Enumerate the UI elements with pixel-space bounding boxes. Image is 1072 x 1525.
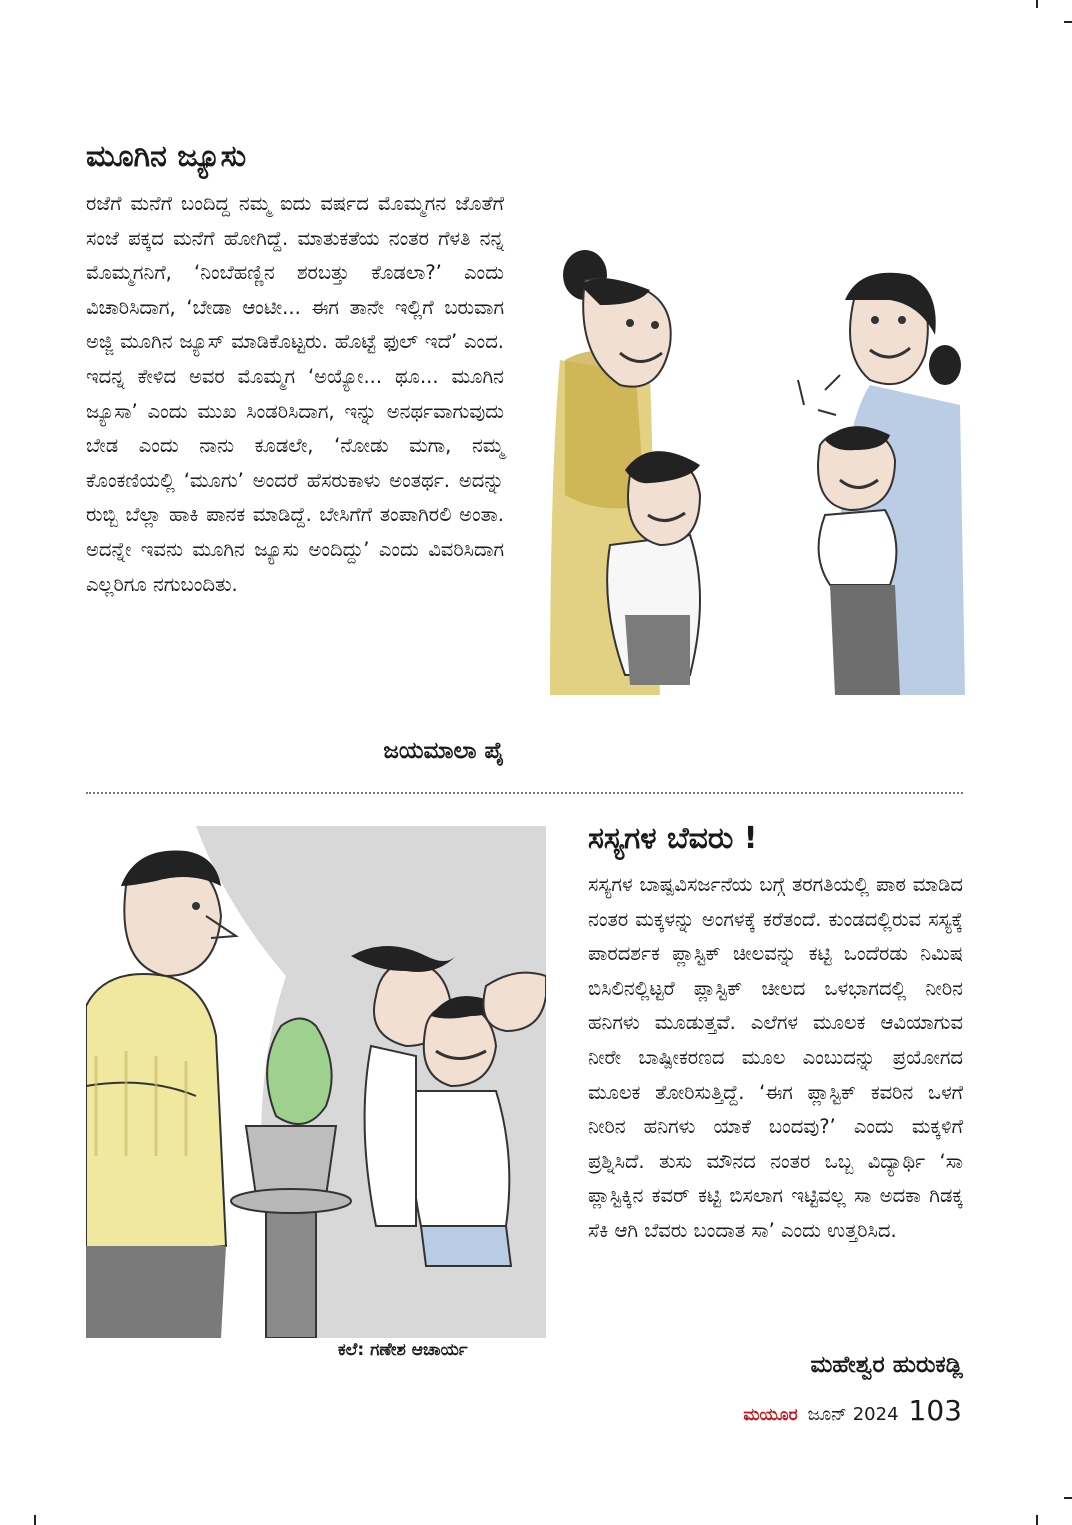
crop-mark <box>1064 1497 1072 1499</box>
story2-title: ಸಸ್ಯಗಳ ಬೆವರು ! <box>588 821 758 856</box>
crop-mark <box>1064 21 1072 23</box>
section-divider <box>86 792 963 794</box>
story1-author: ಜಯಮಾಲಾ ಪೈ <box>383 738 504 764</box>
crop-mark <box>1036 0 1038 8</box>
story2-author: ಮಹೇಶ್ವರ ಹುರುಕಡ್ಲಿ <box>810 1352 963 1378</box>
illustration-teacher-plant-students <box>86 826 546 1338</box>
page-number: 103 <box>908 1394 962 1427</box>
issue-month-year: ಜೂನ್ 2024 <box>807 1404 899 1425</box>
crop-mark <box>1036 1515 1038 1525</box>
illustration-credit: ಕಲೆ: ಗಣೇಶ ಆಚಾರ್ಯ <box>338 1340 468 1360</box>
child-right-figure <box>818 426 900 695</box>
story2-body: ಸಸ್ಯಗಳ ಬಾಷ್ಪವಿಸರ್ಜನೆಯ ಬಗ್ಗೆ ತರಗತಿಯಲ್ಲಿ ಪಾಠ ಮಾಡಿದ ನಂತರ ಮಕ್ಕಳನ್ನು ಅಂಗಳಕ್ಕೆ ಕರೆತಂದೆ. ಕುಂಡದಲ್ಲಿರುವ ಸಸ್ಯಕ್ಕೆ ಪಾರದರ್ಶಕ ಪ್ಲಾಸ್ಟಿಕ್ ಚೀಲವನ್ನು ಕಟ್ಟಿ ಒಂದೆರಡು ನಿಮಿಷ ಬಿಸಿಲಿನಲ್ಲಿಟ್ಟರೆ ಪ್ಲಾಸ್ಟಿಕ್ ಚೀಲದ ಒಳಭಾಗದಲ್ಲಿ ನೀರಿನ ಹನಿಗಳು ಮೂಡುತ್ತವೆ. ಎಲೆಗಳ ಮೂಲಕ ಆವಿಯಾಗುವ ನೀರೇ ಬಾಷ್ಪೀಕರಣದ ಮೂಲ ಎಂಬುದನ್ನು ಪ್ರಯೋಗದ ಮೂಲಕ ತೋರಿಸುತ್ತಿದ್ದೆ. ‘ಈಗ ಪ್ಲಾಸ್ಟಿಕ್ ಕವರಿನ ಒಳಗೆ ನೀರಿನ ಹನಿಗಳು ಯಾಕೆ ಬಂದವು?’ ಎಂದು ಮಕ್ಕಳಿಗೆ ಪ್ರಶ್ನಿಸಿದೆ. ತುಸು ಮೌನದ ನಂತರ ಒಬ್ಬ ವಿದ್ಯಾರ್ಥಿ ‘ಸಾ ಪ್ಲಾಸ್ಟಿಕ್ಕಿನ ಕವರ್ ಕಟ್ಟಿ ಬಿಸಲಾಗ ಇಟ್ಟಿವಲ್ಲ ಸಾ ಅದಕಾ ಗಿಡಕ್ಕ ಸೆಕಿ ಆಗಿ ಬೆವರು ಬಂದಾತ ಸಾ’ ಎಂದು ಉತ್ತರಿಸಿದ. <box>588 873 963 1242</box>
magazine-name: ಮಯೂರ <box>743 1405 798 1425</box>
crop-mark <box>34 1515 36 1525</box>
illustration-women-and-children <box>540 245 965 695</box>
story1-body: ರಜೆಗೆ ಮನೆಗೆ ಬಂದಿದ್ದ ನಮ್ಮ ಐದು ವರ್ಷದ ಮೊಮ್ಮಗನ ಜೊತೆಗೆ ಸಂಜೆ ಪಕ್ಕದ ಮನೆಗೆ ಹೋಗಿದ್ದೆ. ಮಾತುಕತೆಯ ನಂತರ ಗೆಳತಿ ನನ್ನ ಮೊಮ್ಮಗನಿಗೆ, ‘ನಿಂಬೆಹಣ್ಣಿನ ಶರಬತ್ತು ಕೊಡಲಾ?’ ಎಂದು ವಿಚಾರಿಸಿದಾಗ, ‘ಬೇಡಾ ಆಂಟೀ... ಈಗ ತಾನೇ ಇಲ್ಲಿಗೆ ಬರುವಾಗ ಅಜ್ಜಿ ಮೂಗಿನ ಜ್ಯೂಸ್ ಮಾಡಿಕೊಟ್ಟರು. ಹೊಟ್ಟೆ ಫುಲ್ ಇದೆ’ ಎಂದ. ಇದನ್ನ ಕೇಳಿದ ಅವರ ಮೊಮ್ಮಗ ‘ಅಯ್ಯೋ... ಥೂ... ಮೂಗಿನ ಜ್ಯೂಸಾ’ ಎಂದು ಮುಖ ಸಿಂಡರಿಸಿದಾಗ, ಇನ್ನು ಅನರ್ಥವಾಗುವುದು ಬೇಡ ಎಂದು ನಾನು ಕೂಡಲೇ, ‘ನೋಡು ಮಗಾ, ನಮ್ಮ ಕೊಂಕಣಿಯಲ್ಲಿ ‘ಮೂಗು’ ಅಂದರೆ ಹೆಸರುಕಾಳು ಅಂತರ್ಥ. ಅದನ್ನು ರುಬ್ಬಿ ಬೆಲ್ಲಾ ಹಾಕಿ ಪಾನಕ ಮಾಡಿದ್ದೆ. ಬೇಸಿಗೆಗೆ ತಂಪಾಗಿರಲಿ ಅಂತಾ. ಅದನ್ನೇ ಇವನು ಮೂಗಿನ ಜ್ಯೂಸು ಅಂದಿದ್ದು’ ಎಂದು ವಿವರಿಸಿದಾಗ ಎಲ್ಲರಿಗೂ ನಗುಬಂದಿತು. <box>86 192 504 596</box>
story1-title: ಮೂಗಿನ ಜ್ಯೂಸು <box>86 139 247 174</box>
page-footer <box>743 1394 962 1427</box>
